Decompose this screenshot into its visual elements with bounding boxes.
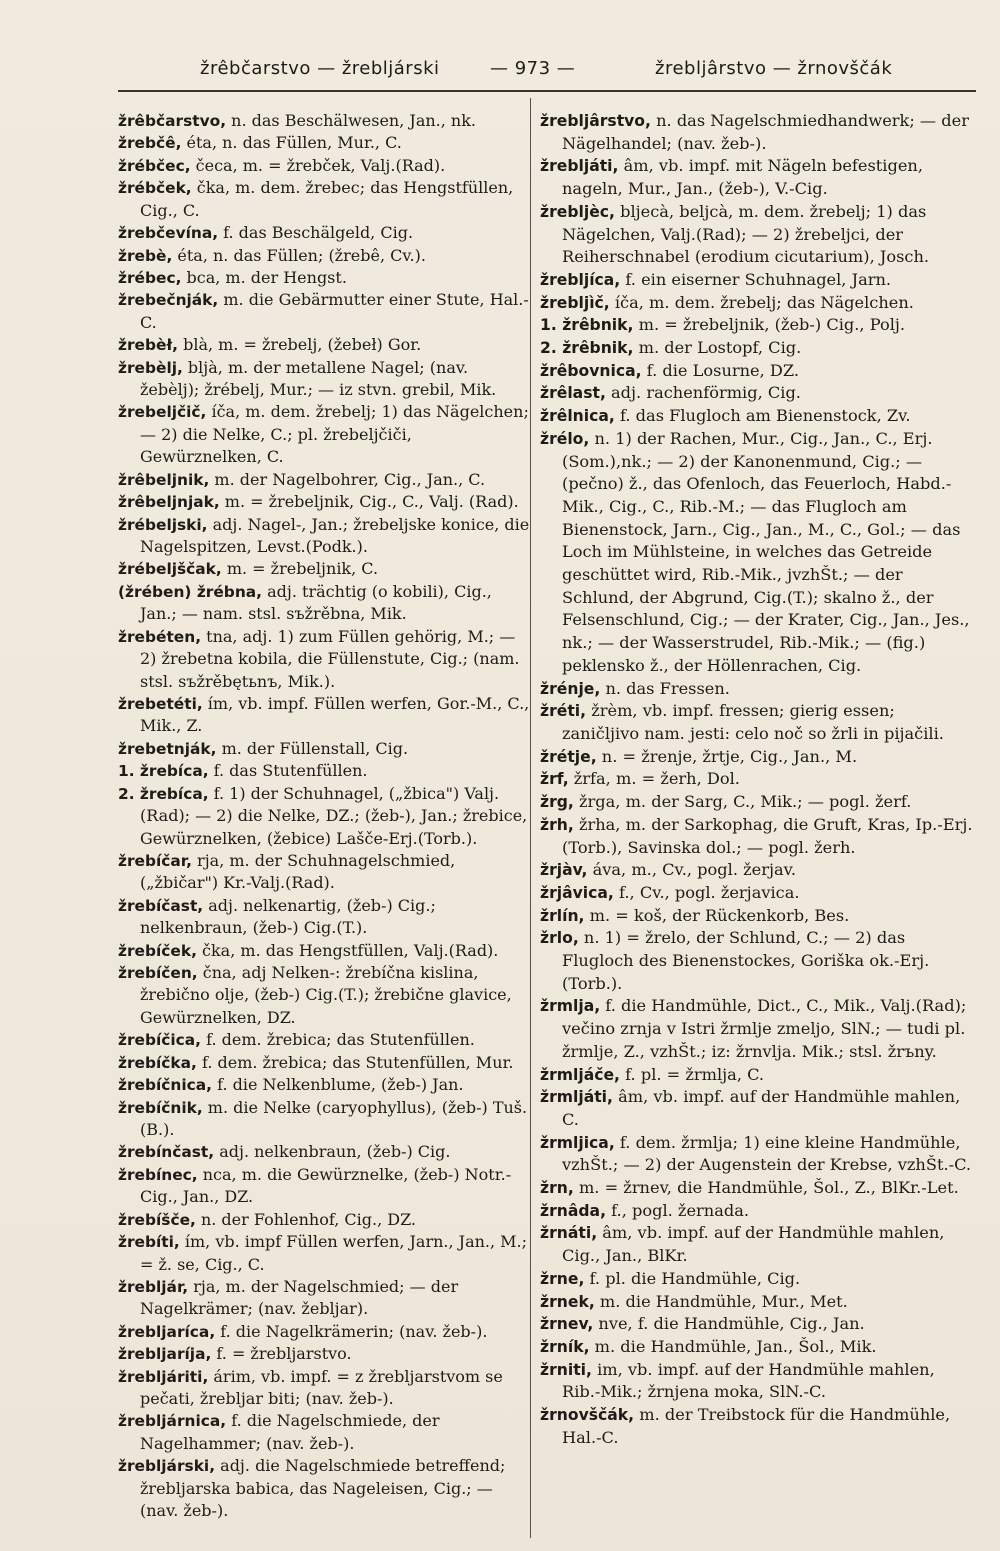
- entry-headword: žrebljíca,: [540, 270, 621, 289]
- entry-headword: žrlín,: [540, 906, 585, 925]
- dictionary-entry: [118, 469, 530, 491]
- dictionary-entry: [118, 895, 530, 940]
- entry-definition: adj. nelkenartig, (žeb-) Cig.; nelkenbraun, (žeb-) Cig.(T.).: [140, 895, 436, 938]
- dictionary-entry: [118, 514, 530, 559]
- entry-headword: žrebíčen,: [118, 964, 198, 983]
- dictionary-entry: [118, 491, 530, 513]
- dictionary-entry: [540, 110, 976, 155]
- dictionary-entry: [540, 1268, 976, 1291]
- entry-definition: n. 1) der Rachen, Mur., Cig., Jan., C., Erj.(Som.),nk.; — 2) der Kanonenmund, Cig.; — (pečno) ž., das Ofenloch, das Feuerloch, Habd.-Mik., Cig., C., Rib.-M.; — das Flugloch am Bienenstock, Jarn., Cig., Jan., M., C., Gol.; — das Loch im Mühlsteine, in welches das Getreide geschüttet wird, Rib.-Mik., jvzhŠt.; — der Schlund, der Abgrund, Cig.(T.); skalno ž., der Felsenschlund, Cig.; — der Krater, Cig., Jan., Jes., nk.; — der Wasserstrudel, Rib.-Mik.; — (fig.) peklensko ž., der Höllenrachen, Cig.: [562, 428, 970, 675]
- entry-definition: bljà, m. der metallene Nagel; (nav. žebèlj); žrébelj, Mur.; — iz stvn. grebil, Mik.: [140, 357, 497, 400]
- entry-headword: žrjâvica,: [540, 883, 614, 902]
- entry-definition: íča, m. dem. žrebelj; das Nägelchen.: [609, 292, 914, 312]
- entry-headword: žrétje,: [540, 747, 597, 766]
- dictionary-entry: [540, 768, 976, 791]
- entry-headword: 2. žrebíca,: [118, 784, 209, 803]
- dictionary-entry: [540, 1132, 976, 1177]
- entry-definition: m. = žrebeljnik, C.: [221, 559, 379, 579]
- entry-headword: žrébec,: [118, 268, 182, 287]
- entry-definition: m. = žrebeljnik, (žeb-) Cig., Polj.: [633, 315, 906, 335]
- entry-headword: žrmljica,: [540, 1133, 615, 1152]
- entry-headword: žrmljáče,: [540, 1065, 620, 1084]
- dictionary-entry: [540, 314, 976, 337]
- dictionary-entry: [540, 1336, 976, 1359]
- entry-headword: žrebíčnica,: [118, 1076, 212, 1095]
- entry-definition: im, vb. impf. auf der Handmühle mahlen, Rib.-Mik.; žrnjena moka, SlN.-C.: [562, 1359, 935, 1402]
- dictionary-entry: [118, 267, 530, 289]
- entry-headword: žrlo,: [540, 929, 579, 948]
- entry-definition: n. das Nagelschmiedhandwerk; — der Nägelhandel; (nav. žeb-).: [562, 111, 969, 153]
- entry-definition: íča, m. dem. žrebelj; 1) das Nägelchen; — 2) die Nelke, C.; pl. žrebeljčiči, Gewürznelken, C.: [140, 402, 529, 467]
- entry-definition: m. der Füllenstall, Cig.: [216, 738, 409, 758]
- entry-definition: rja, m. der Nagelschmied; — der Nagelkrämer; (nav. žebljar).: [140, 1276, 459, 1319]
- entry-definition: adj. trächtig (o kobili), Cig., Jan.; — nam. stsl. sъžrěbna, Mik.: [140, 581, 492, 624]
- entry-headword: žrne,: [540, 1269, 585, 1288]
- dictionary-entry: [118, 738, 530, 760]
- entry-headword: žrebíčica,: [118, 1031, 202, 1050]
- dictionary-entry: [540, 1291, 976, 1314]
- entry-headword: 1. žrêbnik,: [540, 316, 634, 335]
- entry-headword: žrebljìč,: [540, 293, 610, 312]
- dictionary-entry: [118, 1209, 530, 1231]
- dictionary-entry: [118, 110, 530, 132]
- dictionary-entry: [540, 428, 976, 678]
- dictionary-entry: [540, 337, 976, 360]
- entry-definition: bljecà, beljcà, m. dem. žrebelj; 1) das Nägelchen, Valj.(Rad); — 2) žrebeljci, der Reiherschnabel (erodium cicutarium), Josch.: [562, 201, 930, 267]
- dictionary-entry: [118, 222, 530, 244]
- entry-definition: blà, m. = žrebelj, (žebeł) Gor.: [178, 335, 422, 355]
- dictionary-entry: [540, 1200, 976, 1223]
- dictionary-entry: [118, 940, 530, 962]
- dictionary-entry: [540, 1313, 976, 1336]
- entry-headword: žrebečnják,: [118, 291, 219, 310]
- entry-definition: čeca, m. = žrebček, Valj.(Rad).: [190, 155, 446, 175]
- entry-headword: žrjàv,: [540, 861, 588, 880]
- entry-definition: m. die Nelke (caryophyllus), (žeb-) Tuš.(B.).: [140, 1097, 528, 1139]
- entry-definition: f., Cv., pogl. žerjavica.: [613, 882, 800, 902]
- entry-headword: žrebljaríja,: [118, 1345, 212, 1364]
- entry-definition: ím, vb. impf. Füllen werfen, Gor.-M., C., Mik., Z.: [140, 693, 530, 736]
- right-column: [540, 110, 976, 1449]
- entry-headword: žrebetéti,: [118, 694, 203, 713]
- entry-definition: adj. Nagel-, Jan.; žrebeljske konice, die Nagelspitzen, Levst.(Podk.).: [140, 514, 530, 557]
- column-divider: [530, 98, 531, 1538]
- dictionary-entry: [118, 334, 530, 356]
- entry-headword: žrébčec,: [118, 156, 191, 175]
- entry-headword: žrebíček,: [118, 941, 197, 960]
- entry-definition: f. dem. žrebica; das Stutenfüllen, Mur.: [196, 1052, 514, 1072]
- entry-headword: žrebljaríca,: [118, 1322, 216, 1341]
- entry-definition: žrfa, m. = žerh, Dol.: [568, 769, 740, 789]
- dictionary-entry: [118, 132, 530, 154]
- dictionary-entry: [540, 791, 976, 814]
- dictionary-entry: [118, 1343, 530, 1365]
- entry-definition: f. das Beschälgeld, Cig.: [218, 223, 414, 243]
- entry-headword: žrník,: [540, 1337, 590, 1356]
- entry-definition: f. die Nagelschmiede, der Nagelhammer; (nav. žeb-).: [140, 1411, 440, 1453]
- dictionary-entry: [540, 269, 976, 292]
- entry-definition: žrèm, vb. impf. fressen; gierig essen; zaničljivo nam. jesti: celo noč so žrli in pijačili.: [562, 701, 944, 743]
- entry-definition: m. = koš, der Rückenkorb, Bes.: [584, 905, 850, 925]
- entry-headword: žrnev,: [540, 1315, 594, 1334]
- entry-headword: 1. žrebíca,: [118, 762, 209, 781]
- entry-definition: éta, n. das Füllen; (žrebê, Cv.).: [172, 245, 426, 265]
- entry-definition: čka, m. das Hengstfüllen, Valj.(Rad).: [196, 940, 499, 960]
- header-right-guide-words: žrebljârstvo — žrnovščák: [655, 58, 893, 79]
- entry-headword: žrebínčast,: [118, 1143, 215, 1162]
- dictionary-entry: [540, 995, 976, 1063]
- page-number: — 973 —: [490, 58, 576, 79]
- entry-headword: žrêlnica,: [540, 407, 615, 426]
- entry-headword: žrebljèc,: [540, 202, 615, 221]
- entry-definition: f., pogl. žernada.: [606, 1200, 750, 1220]
- dictionary-entry: [118, 760, 530, 782]
- entry-definition: âm, vb. impf. auf der Handmühle mahlen, Cig., Jan., BlKr.: [562, 1223, 945, 1266]
- entry-definition: m. die Handmühle, Jan., Šol., Mik.: [589, 1336, 877, 1356]
- entry-definition: adj. rachenförmig, Cig.: [605, 383, 801, 403]
- entry-headword: žrniti,: [540, 1360, 592, 1379]
- entry-headword: žrebíčnik,: [118, 1098, 203, 1117]
- entry-headword: žrebíti,: [118, 1233, 180, 1252]
- dictionary-entry: [118, 401, 530, 468]
- entry-definition: n. der Fohlenhof, Cig., DZ.: [195, 1209, 416, 1229]
- dictionary-entry: [118, 177, 530, 222]
- dictionary-entry: [118, 693, 530, 738]
- dictionary-entry: [540, 905, 976, 928]
- entry-definition: m. der Treibstock für die Handmühle, Hal.-C.: [562, 1405, 951, 1447]
- entry-definition: f. die Nelkenblume, (žeb-) Jan.: [212, 1075, 464, 1095]
- entry-headword: žrnáti,: [540, 1224, 598, 1243]
- dictionary-entry: [540, 678, 976, 701]
- entry-headword: žrêbeljnjak,: [118, 493, 220, 512]
- dictionary-entry: [118, 1276, 530, 1321]
- dictionary-entry: [118, 357, 530, 402]
- dictionary-entry: [540, 1222, 976, 1267]
- entry-headword: žrénje,: [540, 679, 601, 698]
- entry-definition: ím, vb. impf Füllen werfen, Jarn., Jan., M.; = ž. se, Cig., C.: [140, 1232, 528, 1274]
- entry-headword: žrebínec,: [118, 1165, 198, 1184]
- entry-definition: m. der Nagelbohrer, Cig., Jan., C.: [209, 469, 486, 489]
- entry-headword: žrh,: [540, 815, 574, 834]
- dictionary-entry: [540, 1086, 976, 1131]
- entry-headword: žrebljârstvo,: [540, 112, 651, 130]
- dictionary-entry: [118, 155, 530, 177]
- dictionary-entry: [540, 859, 976, 882]
- entry-definition: f. die Nagelkrämerin; (nav. žeb-).: [215, 1321, 488, 1341]
- entry-headword: žrnovščák,: [540, 1406, 635, 1425]
- entry-headword: žrebljáriti,: [118, 1367, 209, 1386]
- entry-definition: f. 1) der Schuhnagel, („žbica") Valj.(Rad); — 2) die Nelke, DZ.; (žeb-), Jan.; žrebice, Gewürznelken, (žebice) Lašče-Erj.(Torb.).: [140, 783, 528, 848]
- entry-definition: adj. nelkenbraun, (žeb-) Cig.: [214, 1142, 451, 1162]
- entry-headword: žrebíšče,: [118, 1210, 196, 1229]
- entry-definition: âm, vb. impf. auf der Handmühle mahlen, C.: [562, 1087, 961, 1129]
- dictionary-entry: [118, 626, 530, 693]
- dictionary-entry: [540, 700, 976, 745]
- entry-definition: f. pl. = žrmlja, C.: [619, 1064, 765, 1084]
- entry-definition: f. ein eiserner Schuhnagel, Jarn.: [620, 269, 892, 289]
- entry-definition: árim, vb. impf. = z žrebljarstvom se pečati, žrebljar biti; (nav. žeb-).: [140, 1366, 503, 1409]
- entry-definition: m. die Gebärmutter einer Stute, Hal.-C.: [140, 290, 529, 332]
- dictionary-entry: [118, 1141, 530, 1163]
- entry-headword: žrebčevína,: [118, 224, 219, 243]
- entry-headword: žrebéten,: [118, 627, 202, 646]
- entry-definition: čka, m. dem. žrebec; das Hengstfüllen, Cig., C.: [140, 178, 514, 220]
- dictionary-entry: [540, 382, 976, 405]
- entry-definition: nve, f. die Handmühle, Cig., Jan.: [593, 1314, 865, 1334]
- running-header: [200, 58, 900, 88]
- entry-definition: n. das Beschälwesen, Jan., nk.: [226, 111, 476, 130]
- entry-definition: f. pl. die Handmühle, Cig.: [584, 1268, 801, 1288]
- entry-headword: žrêlast,: [540, 384, 606, 403]
- entry-headword: žrebljárski,: [118, 1457, 216, 1476]
- dictionary-entry: [118, 1455, 530, 1522]
- dictionary-entry: [540, 1064, 976, 1087]
- entry-headword: žrg,: [540, 793, 574, 812]
- entry-headword: žrebèlj,: [118, 358, 183, 377]
- left-column: [118, 110, 530, 1523]
- entry-headword: žréti,: [540, 702, 587, 721]
- entry-definition: f. dem. žrmlja; 1) eine kleine Handmühle, vzhŠt.; — 2) der Augenstein der Krebse, vzhŠt.-C.: [562, 1132, 972, 1175]
- entry-headword: žrmljáti,: [540, 1088, 613, 1107]
- entry-definition: m. = žrebeljnik, Cig., C., Valj. (Rad).: [219, 492, 519, 512]
- dictionary-entry: [540, 927, 976, 995]
- dictionary-entry: [540, 405, 976, 428]
- entry-definition: n. = žrenje, žrtje, Cig., Jan., M.: [596, 746, 858, 766]
- dictionary-entry: [118, 1074, 530, 1096]
- dictionary-entry: [540, 814, 976, 859]
- entry-headword: žrébeljski,: [118, 515, 208, 534]
- entry-definition: m. = žrnev, die Handmühle, Šol., Z., BlKr.-Let.: [573, 1178, 959, 1198]
- dictionary-entry: [118, 1097, 530, 1142]
- dictionary-entry: [118, 1052, 530, 1074]
- dictionary-entry: [540, 1177, 976, 1200]
- entry-headword: žrebljáti,: [540, 157, 619, 176]
- entry-headword: žrébeljščak,: [118, 560, 222, 579]
- entry-definition: rja, m. der Schuhnagelschmied, („žbičar") Kr.-Valj.(Rad).: [140, 850, 456, 893]
- entry-headword: žrebljárnica,: [118, 1412, 227, 1431]
- entry-headword: žrebíčar,: [118, 851, 192, 870]
- dictionary-entry: [118, 783, 530, 850]
- entry-definition: f. die Handmühle, Dict., C., Mik., Valj.(Rad); večino zrnja v Istri žrmlje zmeljo, SlN.; — tudi pl. žrmlje, Z., vzhŠt.; iz: žrnvlja. Mik.; stsl. žrъny.: [562, 996, 967, 1061]
- entry-headword: žrêbčarstvo,: [118, 112, 227, 130]
- entry-headword: žrebèł,: [118, 336, 178, 355]
- entry-definition: žrga, m. der Sarg, C., Mik.; — pogl. žerf.: [573, 792, 912, 812]
- entry-definition: m. die Handmühle, Mur., Met.: [594, 1291, 848, 1311]
- dictionary-entry: [540, 1359, 976, 1404]
- entry-definition: žrha, m. der Sarkophag, die Gruft, Kras, Ip.-Erj.(Torb.), Savinska dol.; — pogl. žerh.: [562, 814, 973, 857]
- dictionary-entry: [118, 1366, 530, 1411]
- dictionary-entry: [118, 558, 530, 580]
- dictionary-entry: [540, 155, 976, 200]
- dictionary-entry: [118, 1164, 530, 1209]
- dictionary-entry: [540, 360, 976, 383]
- entry-definition: âm, vb. impf. mit Nägeln befestigen, nageln, Mur., Jan., (žeb-), V.-Cig.: [562, 156, 923, 199]
- entry-headword: žrebíčast,: [118, 896, 204, 915]
- dictionary-entry: [540, 1404, 976, 1449]
- entry-definition: nca, m. die Gewürznelke, (žeb-) Notr.-Cig., Jan., DZ.: [140, 1164, 512, 1207]
- entry-definition: f. dem. žrebica; das Stutenfüllen.: [201, 1030, 475, 1050]
- entry-headword: 2. žrêbnik,: [540, 339, 634, 358]
- entry-headword: žrebè,: [118, 246, 173, 265]
- dictionary-entry: [118, 1029, 530, 1051]
- entry-headword: žrebeljčič,: [118, 403, 207, 422]
- entry-definition: adj. die Nagelschmiede betreffend; žrebljarska babica, das Nageleisen, Cig.; — (nav. žeb-).: [140, 1456, 506, 1521]
- dictionary-entry: [118, 1410, 530, 1455]
- entry-headword: žrmlja,: [540, 997, 601, 1016]
- entry-definition: f. = žrebljarstvo.: [211, 1344, 352, 1364]
- entry-definition: bca, m. der Hengst.: [181, 267, 347, 287]
- entry-definition: f. die Losurne, DZ.: [641, 360, 799, 380]
- entry-definition: éta, n. das Füllen, Mur., C.: [181, 133, 402, 153]
- entry-definition: n. das Fressen.: [600, 678, 730, 698]
- header-left-guide-words: žrêbčarstvo — žrebljárski: [200, 58, 440, 79]
- entry-definition: čna, adj Nelken-: žrebíčna kislina, žrebično olje, (žeb-) Cig.(T.); žrebične glavice, Gewürznelken, DZ.: [140, 963, 512, 1027]
- entry-definition: m. der Lostopf, Cig.: [633, 338, 802, 358]
- header-rule: [118, 90, 976, 92]
- entry-definition: n. 1) = žrelo, der Schlund, C.; — 2) das Flugloch des Bienenstockes, Goriška ok.-Erj.(Torb.).: [562, 928, 930, 993]
- dictionary-entry: [118, 850, 530, 895]
- entry-headword: (žrében) žrébna,: [118, 582, 263, 601]
- dictionary-entry: [118, 1231, 530, 1276]
- dictionary-entry: [118, 962, 530, 1029]
- entry-headword: žrêbeljnik,: [118, 470, 210, 489]
- entry-headword: žrn,: [540, 1179, 574, 1198]
- entry-headword: žrébček,: [118, 179, 192, 198]
- entry-headword: žrêbovnica,: [540, 361, 642, 380]
- entry-headword: žrnek,: [540, 1292, 595, 1311]
- entry-headword: žrf,: [540, 770, 569, 789]
- entry-definition: tna, adj. 1) zum Füllen gehörig, M.; — 2) žrebetna kobila, die Füllenstute, Cig.; (nam. stsl. sъžrěbętьnъ, Mik.).: [140, 626, 520, 691]
- dictionary-entry: [540, 746, 976, 769]
- entry-headword: žrnâda,: [540, 1201, 606, 1220]
- dictionary-entry: [118, 289, 530, 334]
- entry-definition: f. das Flugloch am Bienenstock, Zv.: [614, 406, 911, 426]
- dictionary-entry: [540, 292, 976, 315]
- entry-headword: žrebčê,: [118, 134, 182, 153]
- entry-headword: žrebetnják,: [118, 739, 217, 758]
- dictionary-entry: [540, 882, 976, 905]
- dictionary-entry: [118, 581, 530, 626]
- entry-headword: žrebíčka,: [118, 1053, 197, 1072]
- entry-definition: f. das Stutenfüllen.: [208, 761, 368, 781]
- entry-definition: áva, m., Cv., pogl. žerjav.: [587, 860, 796, 880]
- dictionary-entry: [118, 245, 530, 267]
- dictionary-entry: [118, 1321, 530, 1343]
- entry-headword: žrebljár,: [118, 1277, 189, 1296]
- entry-headword: žrélo,: [540, 429, 590, 448]
- dictionary-entry: [540, 201, 976, 269]
